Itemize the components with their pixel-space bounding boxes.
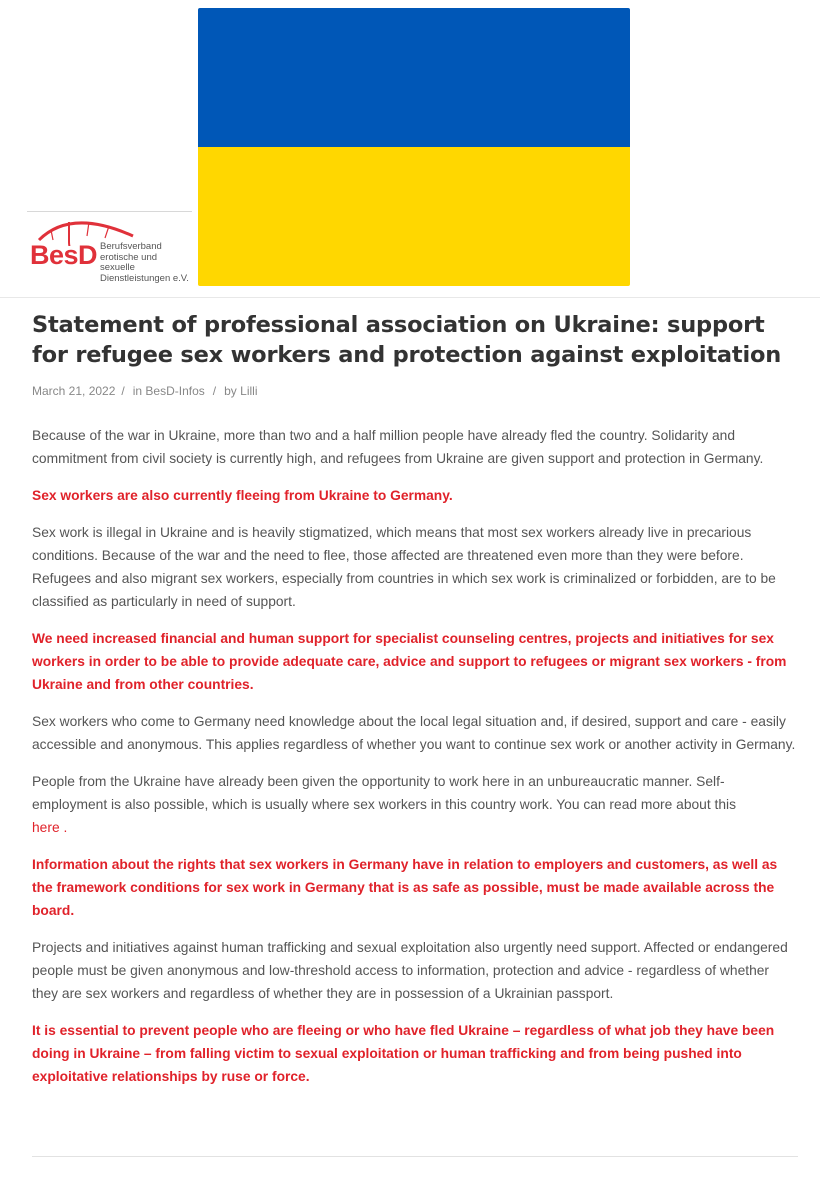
author-prefix: by (224, 384, 237, 398)
highlight-paragraph: Information about the rights that sex workers in Germany have in relation to employers and customers, as well as the framework conditions for sex work in Germany that is as safe as possible, must be made available across the board. (32, 857, 778, 918)
category-link[interactable]: BesD-Infos (145, 384, 205, 398)
header-divider (0, 297, 820, 298)
paragraph: Sex work is illegal in Ukraine and is heavily stigmatized, which means that most sex workers already live in precarious conditions. Because of the war and the need to flee, those affected are threatened even more than they were before. Refugees and also migrant sex workers, especially from countries in which sex work is criminalized or forbidden, are to be classified as particularly in need of support. (32, 525, 776, 609)
article-meta (32, 384, 798, 398)
logo-line-2: erotische und sexuelle (100, 251, 158, 273)
meta-separator-2: / (212, 384, 217, 398)
highlight-paragraph: We need increased financial and human support for specialist counseling centres, projects and initiatives for sex workers in order to be able to provide adequate care, advice and support to refugees or migrant sex workers - from Ukraine and from other countries. (32, 631, 787, 692)
paragraph-with-link (32, 770, 798, 839)
paragraph: Projects and initiatives against human trafficking and sexual exploitation also urgently need support. Affected or endangered people must be given anonymous and low-threshold access to information, protection and advice - regardless of whether they are sex workers and regardless of whether they are in possession of a Ukrainian passport. (32, 940, 788, 1001)
paragraph: Because of the war in Ukraine, more than two and a half million people have already fled the country. Solidarity and commitment from civil society is currently high, and refugees from Ukraine are given support and protection in Germany. (32, 428, 764, 466)
article (32, 310, 798, 1102)
ukraine-flag-image (198, 8, 630, 286)
flag-yellow-stripe (198, 147, 630, 286)
post-date[interactable]: March 21, 2022 (32, 384, 116, 398)
logo-wordmark: BesD (30, 240, 98, 270)
highlight-paragraph: Sex workers are also currently fleeing from Ukraine to Germany. (32, 488, 453, 503)
article-content (32, 424, 798, 1088)
paragraph: Sex workers who come to Germany need knowledge about the local legal situation and, if desired, support and care - easily accessible and anonymous. This applies regardless of whether you want to continue sex work or another activity in Germany. (32, 714, 796, 752)
link-trailing-dot: . (59, 820, 68, 835)
logo-association-name (100, 242, 192, 284)
author-link[interactable]: Lilli (240, 384, 258, 398)
meta-separator: / (121, 384, 125, 398)
footer-divider (32, 1156, 798, 1157)
logo-line-1: Berufsverband (100, 241, 162, 252)
here-link[interactable]: here (32, 820, 60, 835)
article-title: Statement of professional association on Ukraine: support for refugee sex workers and protection against exploitation (32, 312, 782, 368)
logo-line-3: Dienstleistungen e.V. (100, 272, 189, 284)
flag-blue-stripe (198, 8, 630, 147)
category-prefix: in (132, 384, 143, 398)
highlight-paragraph: It is essential to prevent people who are fleeing or who have fled Ukraine – regardless of what job they have been doing in Ukraine – from falling victim to sexual exploitation or human trafficking and from being pushed into exploitative relationships by ruse or force. (32, 1023, 775, 1084)
site-logo[interactable] (27, 211, 192, 287)
paragraph-text: People from the Ukraine have already been given the opportunity to work here in an unbureaucratic manner. Self-employment is also possible, which is usually where sex workers in this country work. You can read more about this (32, 774, 736, 812)
